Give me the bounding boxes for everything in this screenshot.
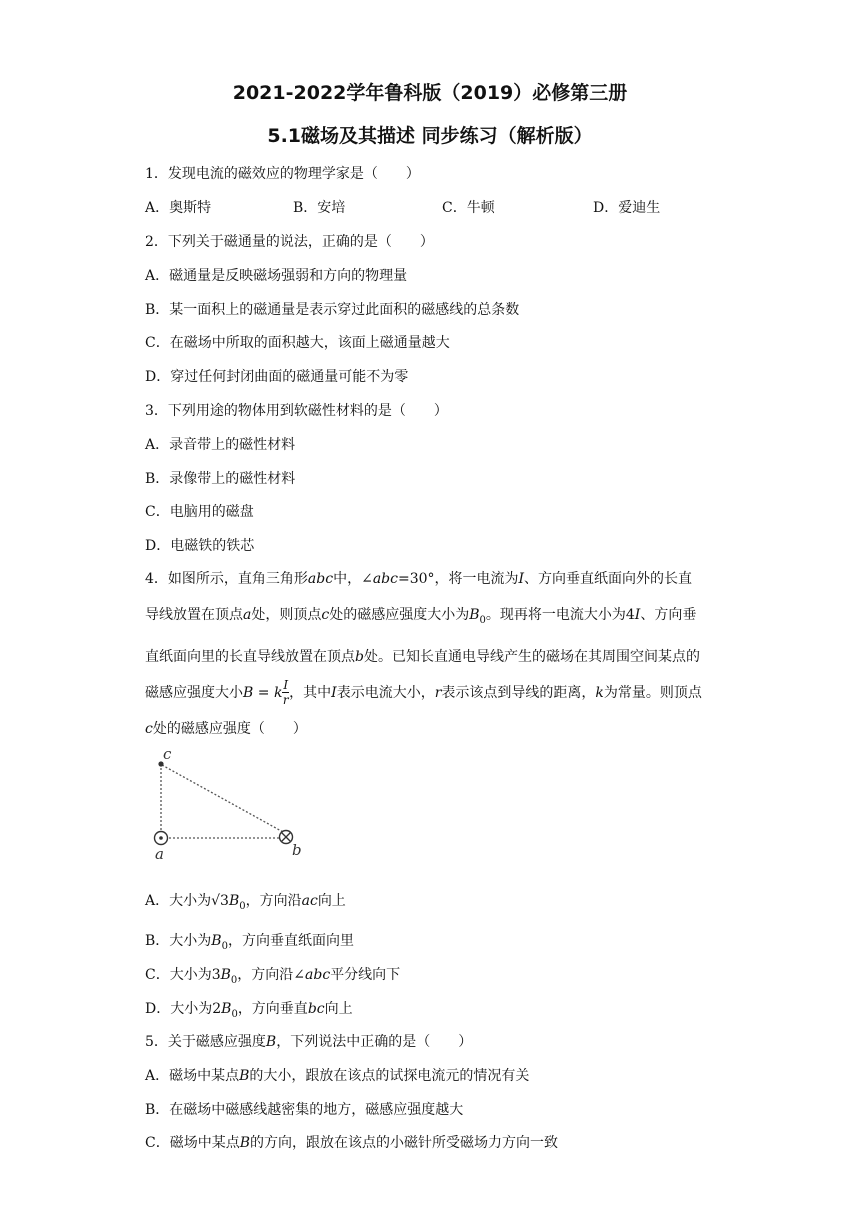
current-out-of-page-icon (155, 832, 168, 845)
edge-cb (162, 765, 283, 832)
question-3-stem: 3．下列用途的物体用到软磁性材料的是（ ） (145, 403, 448, 419)
question-2-option-b: B．某一面积上的磁通量是表示穿过此面积的磁感线的总条数 (145, 302, 520, 318)
label-a: a (155, 845, 164, 863)
question-3-option-d: D．电磁铁的铁芯 (145, 538, 255, 554)
page-title-line1: 2021-2022学年鲁科版（2019）必修第三册 (232, 82, 628, 104)
label-b: b (292, 841, 302, 859)
question-3-option-c: C．电脑用的磁盘 (145, 504, 254, 520)
question-2-stem: 2．下列关于磁通量的说法，正确的是（ ） (145, 234, 434, 250)
question-1-option-d: D．爱迪生 (593, 200, 661, 216)
question-1-option-c: C．牛顿 (442, 200, 495, 216)
question-4-option-d: D．大小为$2B_0$，方向垂直bc向上 (145, 1001, 353, 1020)
question-4-stem: 4．如图所示，直角三角形abc中，∠abc=30°，将一电流为I、方向垂直纸面向外的长直导线放置在顶点a处，则顶点c处的磁感应强度大小为$B_0$。现再将一电流大小为4I、方向垂直纸面向里的长直导线放置在顶点b处。已知长直通电导线产生的磁场在其周围空间某点的磁感应强度大小B = k $\frac{I}{r}$ ，其中I表示电流大小，r表示该点到导线的距离，k为常量。则顶点c处的磁感应强度（ ） (145, 571, 702, 737)
question-5-option-b: B．在磁场中磁感线越密集的地方，磁感应强度越大 (145, 1102, 464, 1118)
question-4-option-a: A．大小为$√3B_0$，方向沿ac向上 (145, 893, 346, 912)
formula-b-equals-k-i-over-r: B = k $\frac{I}{r}$ (243, 678, 289, 708)
question-5-stem: 5．关于磁感应强度B，下列说法中正确的是（ ） (145, 1034, 473, 1050)
question-2-option-c: C．在磁场中所取的面积越大，该面上磁通量越大 (145, 335, 450, 351)
question-1-option-a: A．奥斯特 (145, 200, 212, 216)
question-4-option-c: C．大小为$3B_0$，方向沿∠abc平分线向下 (145, 967, 401, 986)
question-3-option-a: A．录音带上的磁性材料 (145, 437, 296, 453)
label-c: c (163, 748, 172, 763)
triangle-diagram (145, 748, 315, 863)
question-5-option-c: C．磁场中某点B的方向，跟放在该点的小磁针所受磁场力方向一致 (145, 1135, 559, 1151)
question-4-option-b: B．大小为$B_0$，方向垂直纸面向里 (145, 933, 354, 952)
page-title-line2: 5.1磁场及其描述 同步练习（解析版） (267, 125, 593, 147)
question-2-option-a: A．磁通量是反映磁场强弱和方向的物理量 (145, 268, 408, 284)
question-5-option-a: A．磁场中某点B的大小，跟放在该点的试探电流元的情况有关 (145, 1068, 530, 1084)
question-1-options (145, 197, 705, 217)
question-2-option-d: D．穿过任何封闭曲面的磁通量可能不为零 (145, 369, 409, 385)
current-into-page-icon (280, 831, 293, 844)
question-1-option-b: B．安培 (293, 200, 346, 216)
question-3-option-b: B．录像带上的磁性材料 (145, 471, 296, 487)
question-1-stem: 1．发现电流的磁效应的物理学家是（ ） (145, 166, 420, 182)
